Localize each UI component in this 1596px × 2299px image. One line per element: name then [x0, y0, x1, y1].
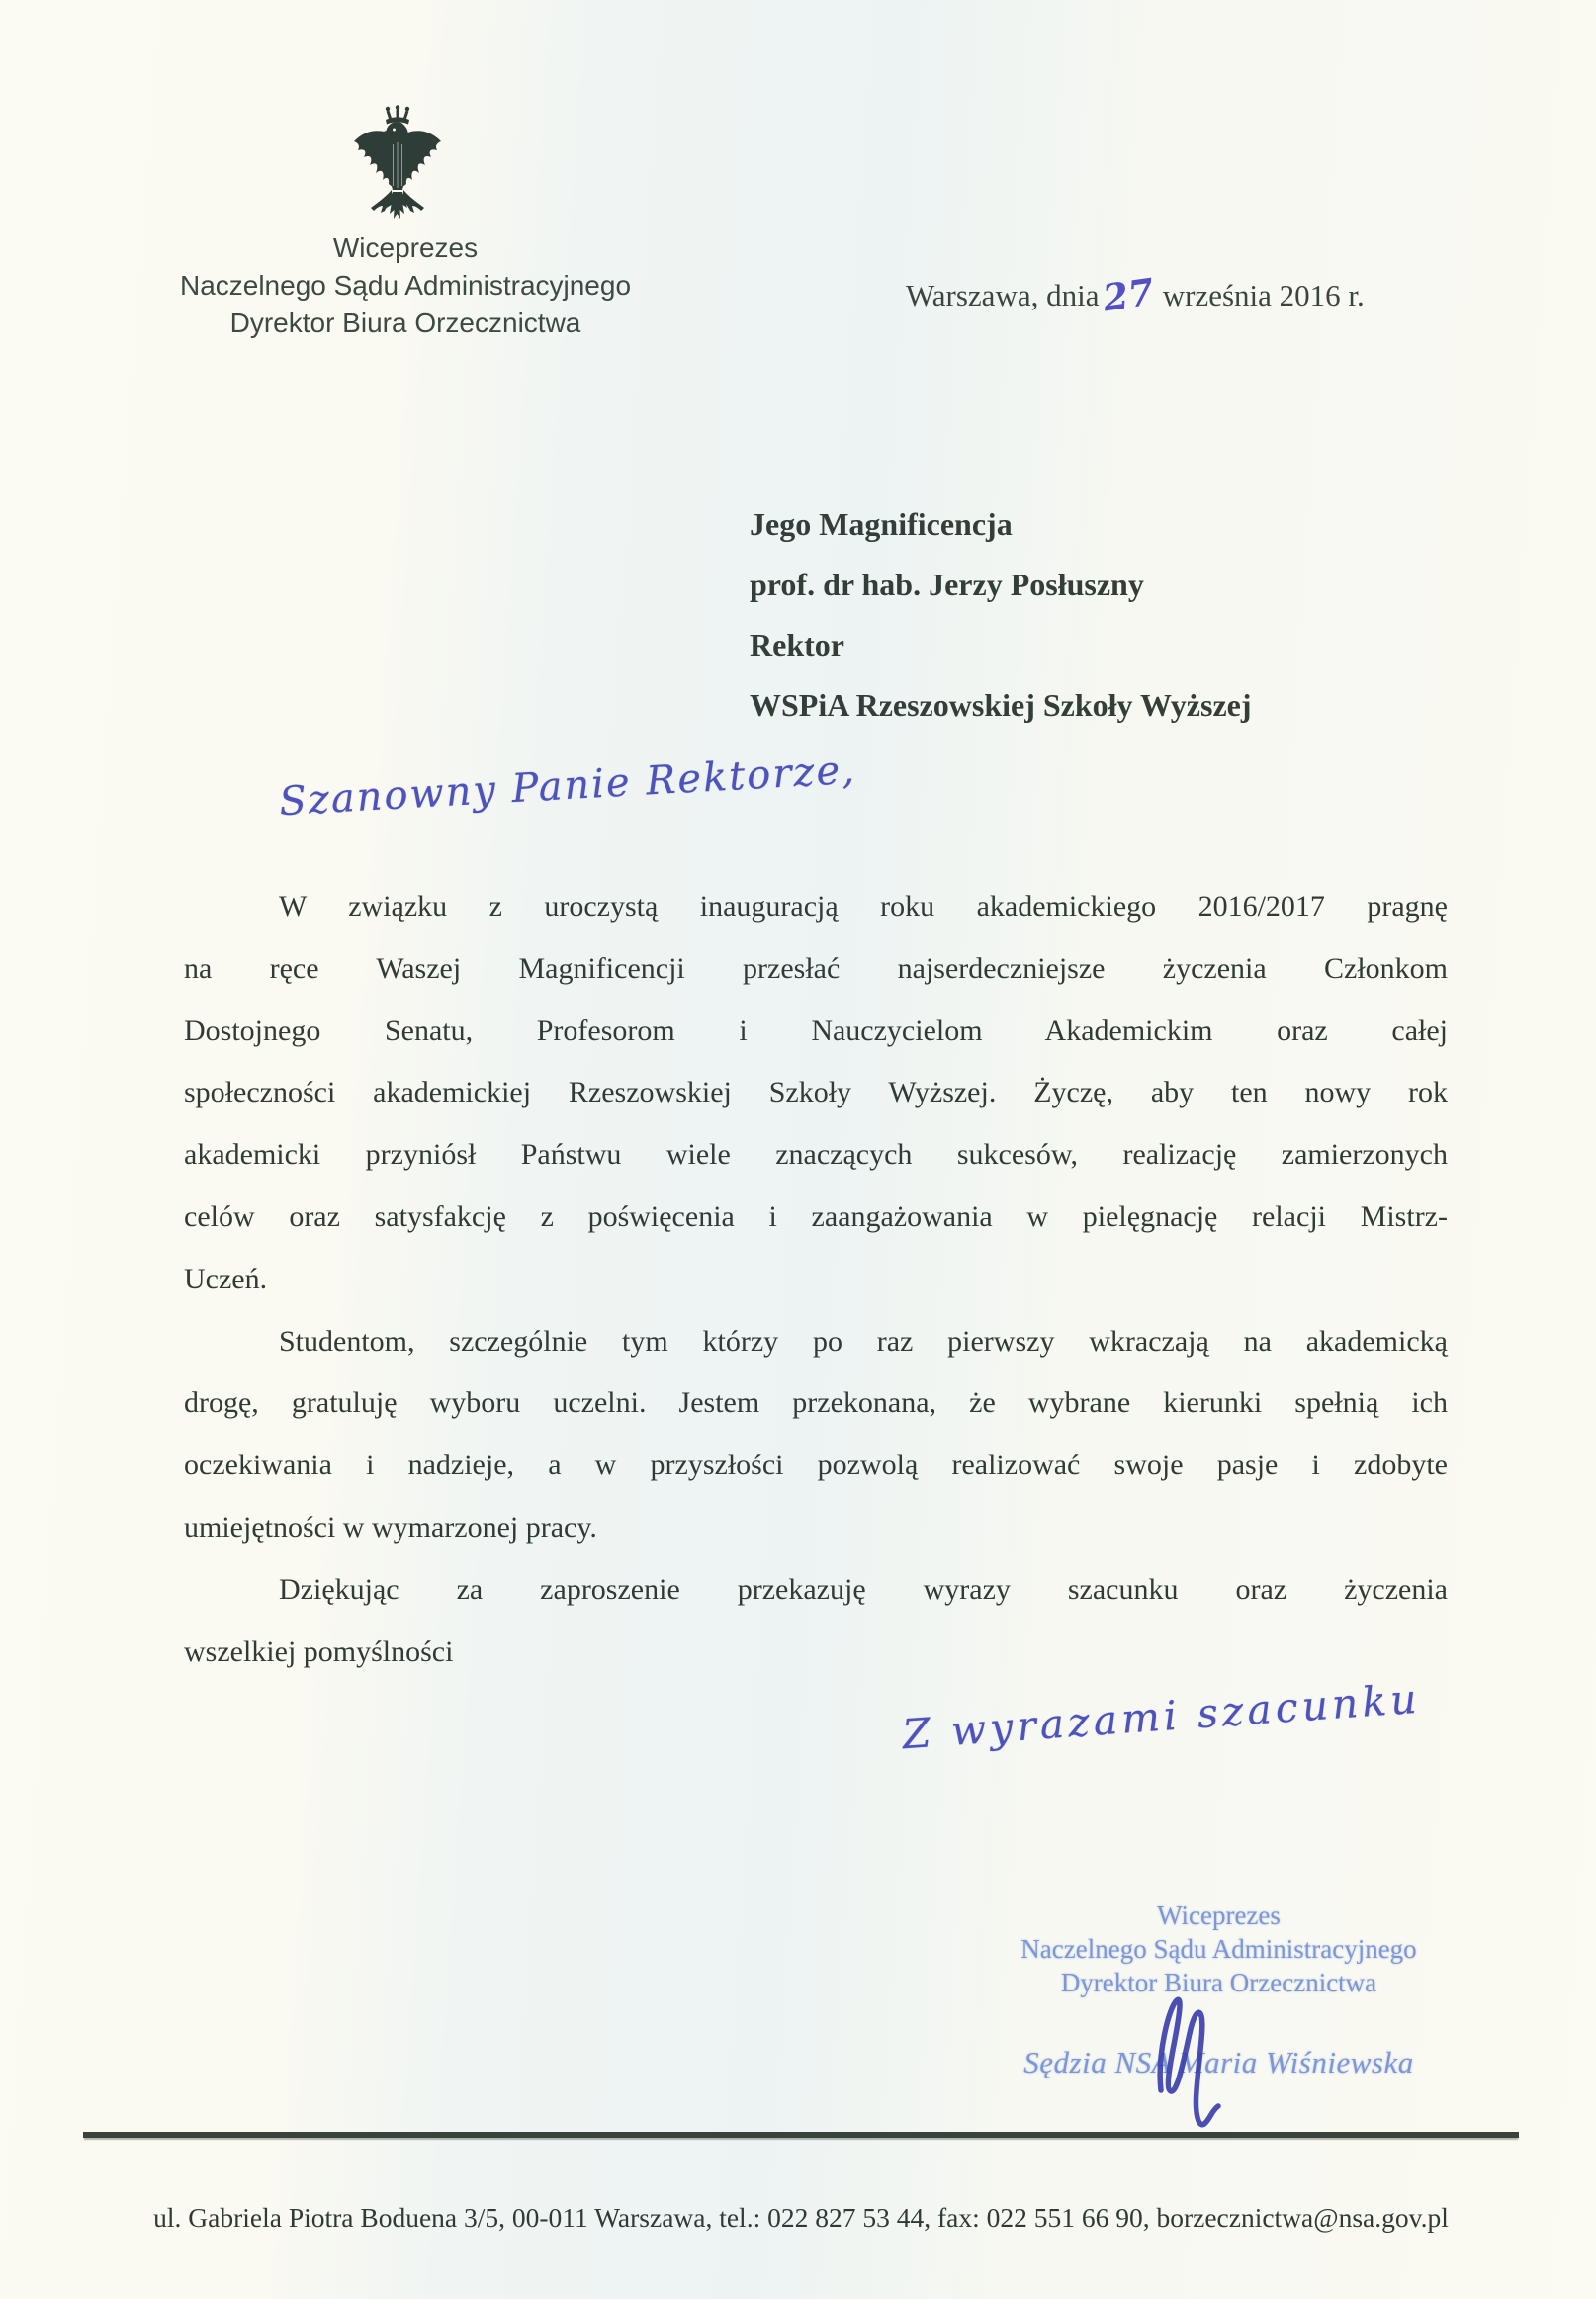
body-paragraph: [184, 1559, 1448, 1684]
footer-address: ul. Gabriela Piotra Boduena 3/5, 00-011 Warszawa, tel.: 022 827 53 44, fax: 022 551 66 90, borzecznictwa@nsa.gov.pl: [153, 2202, 1449, 2233]
body-line: na ręce Waszej Magnificencji przesłać najserdeczniejsze życzenia Członkom: [184, 951, 1448, 985]
body-paragraph: [184, 1311, 1448, 1559]
date-suffix: września 2016 r.: [1162, 278, 1365, 312]
recipient-line: prof. dr hab. Jerzy Posłuszny: [750, 567, 1144, 602]
body-line: Uczeń.: [184, 1262, 268, 1295]
stamp-office-line: Dyrektor Biura Orzecznictwa: [1060, 1968, 1377, 1997]
body-line: społeczności akademickiej Rzeszowskiej Szkoły Wyższej. Życzę, aby ten nowy rok: [184, 1076, 1448, 1109]
body-line: wszelkiej pomyślności: [184, 1635, 454, 1668]
handwritten-salutation: Szanowny Panie Rektorze,: [278, 747, 857, 826]
recipient-line: Rektor: [750, 627, 844, 663]
date-line: [906, 269, 1365, 320]
stamp-office-line: Wiceprezes: [1157, 1901, 1281, 1930]
body-line: oczekiwania i nadzieje, a w przyszłości pozwolą realizować swoje pasje i zdobyte: [184, 1449, 1448, 1482]
recipient-line: Jego Magnificencja: [750, 506, 1013, 542]
handwritten-closing: Z wyrazami szacunku: [900, 1674, 1423, 1759]
body-line: drogę, gratuluję wyboru uczelni. Jestem przekonana, że wybrane kierunki spełnią ich: [184, 1386, 1448, 1420]
date-day-handwritten: 27: [1100, 269, 1158, 320]
body-line: Studentom, szczególnie tym którzy po raz pierwszy wkraczają na akademicką: [279, 1324, 1448, 1358]
body-line: Dziękując za zaproszenie przekazuję wyrazy szacunku oraz życzenia: [279, 1572, 1448, 1606]
date-prefix: Warszawa, dnia: [906, 278, 1100, 312]
handwritten-signature-icon: [1145, 1984, 1264, 2132]
recipient-line: WSPiA Rzeszowskiej Szkoły Wyższej: [750, 687, 1252, 723]
letterhead-office: [148, 229, 663, 342]
body-paragraph: [184, 876, 1448, 1311]
body-line: celów oraz satysfakcję z poświęcenia i zaangażowania w pielęgnację relacji Mistrz-: [184, 1199, 1448, 1233]
body-line: umiejętności w wymarzonej pracy.: [184, 1510, 597, 1544]
recipient-block: [750, 494, 1252, 736]
footer-rule: [83, 2132, 1519, 2138]
letterhead-office-line: Wiceprezes: [332, 232, 479, 263]
letterhead-office-line: Naczelnego Sądu Administracyjnego: [179, 270, 632, 301]
body-line: W związku z uroczystą inauguracją roku akademickiego 2016/2017 pragnę: [279, 890, 1448, 923]
body-line: Dostojnego Senatu, Profesorom i Nauczycielom Akademickim oraz całej: [184, 1014, 1448, 1047]
letterhead-office-line: Dyrektor Biura Orzecznictwa: [229, 308, 581, 338]
body-line: akademicki przyniósł Państwu wiele znaczących sukcesów, realizację zamierzonych: [184, 1138, 1448, 1172]
letter-body: [184, 876, 1448, 1683]
polish-eagle-emblem: [348, 105, 447, 235]
stamp-office-line: Naczelnego Sądu Administracyjnego: [1020, 1934, 1417, 1964]
stamp-signer-name: Sędzia NSA Maria Wiśniewska: [1023, 2045, 1414, 2079]
